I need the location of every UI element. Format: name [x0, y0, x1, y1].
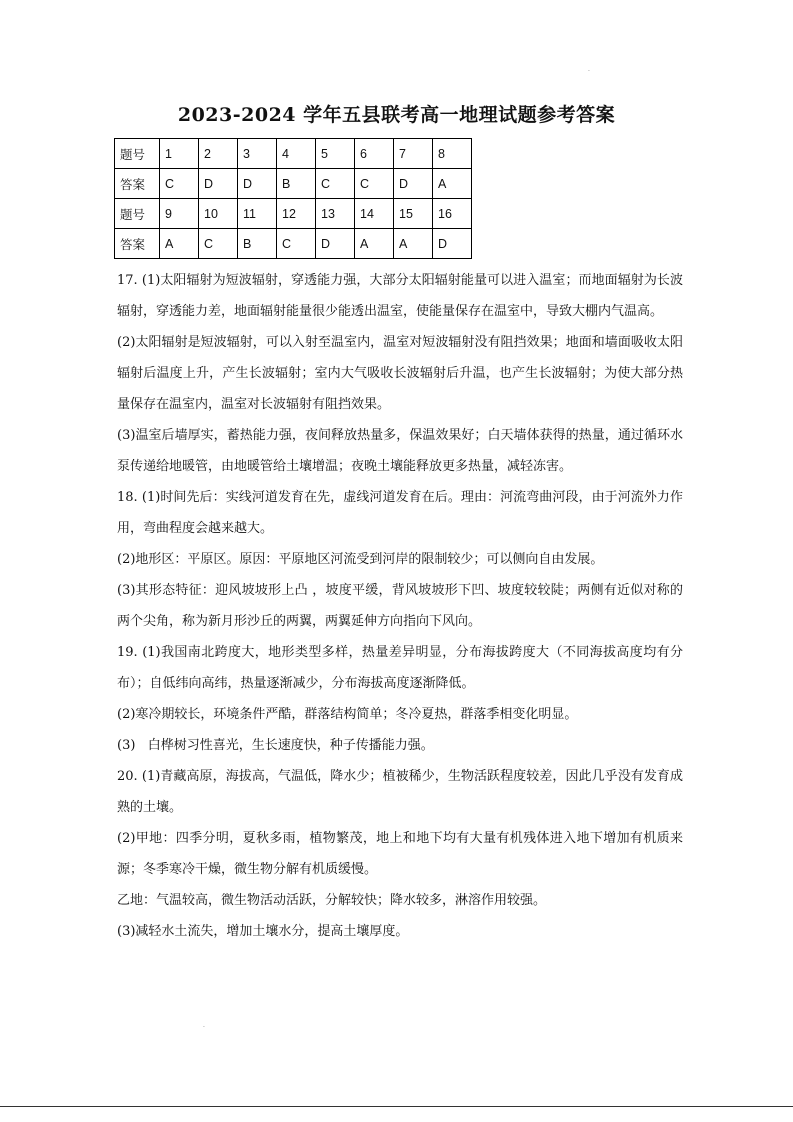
paragraph-20-2: (2)甲地：四季分明，夏秋多雨，植物繁茂，地上和地下均有大量有机残体进入地下增加有机质来源；冬季寒冷干燥，微生物分解有机质缓慢。 — [117, 831, 683, 877]
table-cell: 7 — [394, 139, 433, 169]
table-row-header: 题号 — [115, 139, 160, 169]
paragraph-19-3: (3) 白桦树习性喜光，生长速度快，种子传播能力强。 — [117, 738, 434, 753]
table-row-header: 题号 — [115, 199, 160, 229]
table-cell: C — [277, 229, 316, 259]
paragraph-17-3: (3)温室后墙厚实，蓄热能力强，夜间释放热量多，保温效果好；白天墙体获得的热量，通过循环水泵传递给地暖管，由地暖管给土壤增温；夜晚土壤能释放更多热量，减轻冻害。 — [117, 428, 683, 474]
table-cell: C — [355, 169, 394, 199]
decorative-dot: . — [588, 66, 590, 73]
table-cell: A — [394, 229, 433, 259]
table-cell: 6 — [355, 139, 394, 169]
table-cell: C — [199, 229, 238, 259]
table-cell: 16 — [433, 199, 472, 229]
decorative-dot: . — [203, 1022, 205, 1029]
table-cell: 8 — [433, 139, 472, 169]
paragraph-18-1: 18. (1)时间先后：实线河道发育在先，虚线河道发育在后。理由：河流弯曲河段，由于河流外力作用，弯曲程度会越来越大。 — [117, 490, 683, 536]
table-cell: 13 — [316, 199, 355, 229]
table-row — [115, 199, 472, 229]
table-cell: 1 — [160, 139, 199, 169]
footer-divider — [0, 1106, 793, 1107]
paragraph-17-2: (2)太阳辐射是短波辐射，可以入射至温室内，温室对短波辐射没有阻挡效果；地面和墙面吸收太阳辐射后温度上升，产生长波辐射；室内大气吸收长波辐射后升温，也产生长波辐射；为使大部分热量保存在温室内，温室对长波辐射有阻挡效果。 — [117, 335, 683, 412]
table-cell: 14 — [355, 199, 394, 229]
paragraph-20-2b: 乙地：气温较高，微生物活动活跃，分解较快；降水较多，淋溶作用较强。 — [117, 893, 547, 908]
table-cell: D — [238, 169, 277, 199]
table-cell: D — [199, 169, 238, 199]
table-row-header: 答案 — [115, 169, 160, 199]
table-cell: D — [394, 169, 433, 199]
answer-table — [114, 138, 472, 259]
table-cell: D — [433, 229, 472, 259]
table-row — [115, 139, 472, 169]
table-cell: 15 — [394, 199, 433, 229]
table-cell: C — [160, 169, 199, 199]
table-cell: A — [160, 229, 199, 259]
table-cell: 4 — [277, 139, 316, 169]
table-cell: 3 — [238, 139, 277, 169]
table-row — [115, 169, 472, 199]
table-cell: A — [433, 169, 472, 199]
table-cell: 11 — [238, 199, 277, 229]
table-cell: A — [355, 229, 394, 259]
answer-content — [117, 265, 683, 947]
paragraph-18-2: (2)地形区：平原区。原因：平原地区河流受到河岸的限制较少；可以侧向自由发展。 — [117, 552, 604, 567]
page-title: 2023-2024 学年五县联考高一地理试题参考答案 — [177, 104, 616, 126]
table-cell: 10 — [199, 199, 238, 229]
table-cell: B — [238, 229, 277, 259]
paragraph-18-3: (3)其形态特征：迎风坡坡形上凸 ，坡度平缓，背风坡坡形下凹、坡度较较陡；两侧有近似对称的两个尖角，称为新月形沙丘的两翼，两翼延伸方向指向下风向。 — [117, 583, 683, 629]
table-cell: D — [316, 229, 355, 259]
paragraph-17-1: 17. (1)太阳辐射为短波辐射，穿透能力强，大部分太阳辐射能量可以进入温室；而地面辐射为长波辐射，穿透能力差，地面辐射能量很少能透出温室，使能量保存在温室中，导致大棚内气温高。 — [117, 273, 683, 319]
paragraph-19-2: (2)寒冷期较长，环境条件严酷，群落结构简单；冬冷夏热，群落季相变化明显。 — [117, 707, 578, 722]
paragraph-19-1: 19. (1)我国南北跨度大，地形类型多样，热量差异明显，分布海拔跨度大（不同海拔高度均有分布）；自低纬向高纬，热量逐渐减少，分布海拔高度逐渐降低。 — [117, 645, 683, 691]
paragraph-20-1: 20. (1)青藏高原，海拔高，气温低，降水少；植被稀少，生物活跃程度较差，因此几乎没有发育成熟的土壤。 — [117, 769, 683, 815]
table-cell: B — [277, 169, 316, 199]
table-cell: C — [316, 169, 355, 199]
table-cell: 12 — [277, 199, 316, 229]
table-cell: 9 — [160, 199, 199, 229]
table-cell: 2 — [199, 139, 238, 169]
table-row — [115, 229, 472, 259]
table-row-header: 答案 — [115, 229, 160, 259]
table-cell: 5 — [316, 139, 355, 169]
paragraph-20-3: (3)减轻水土流失，增加土壤水分，提高土壤厚度。 — [117, 924, 409, 939]
